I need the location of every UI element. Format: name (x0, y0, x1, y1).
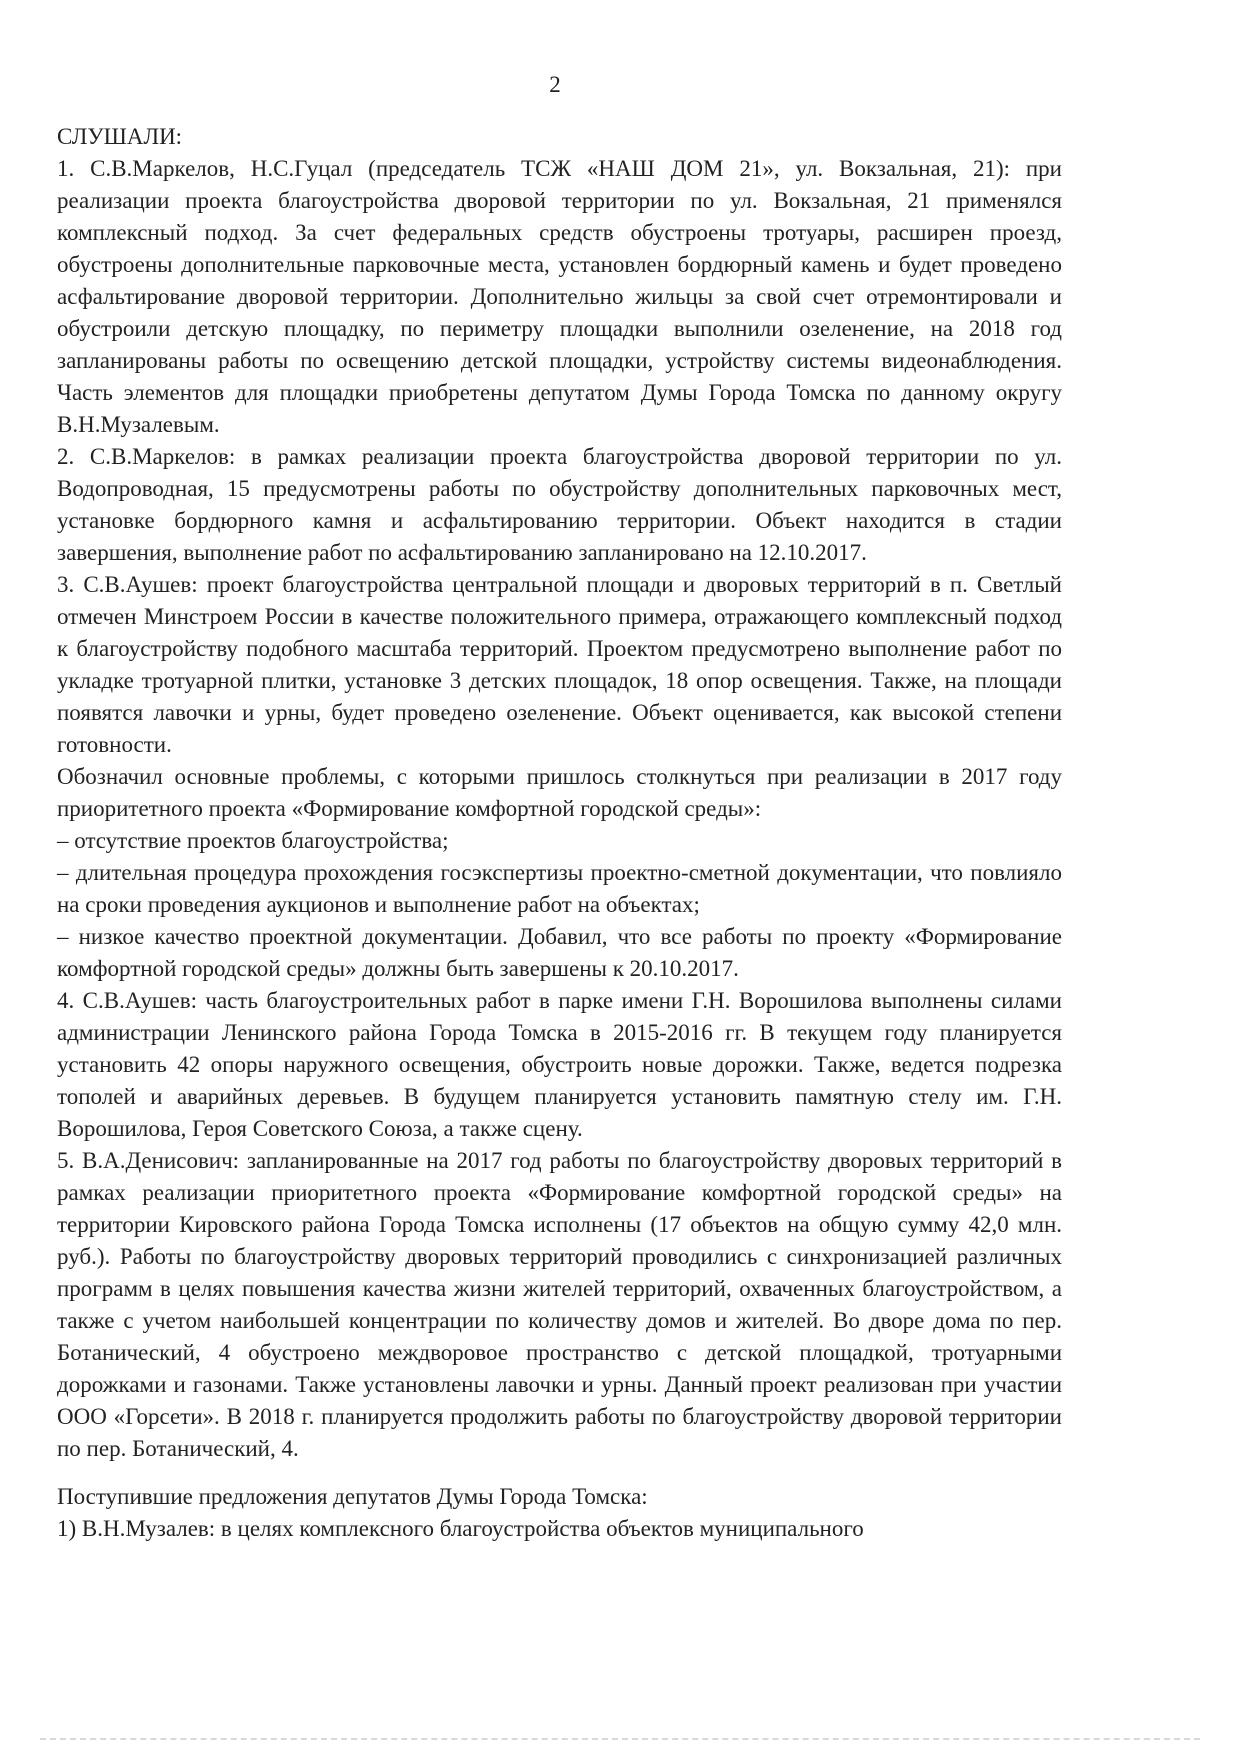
paragraph-item-1: 1. С.В.Маркелов, Н.С.Гуцал (председатель ТСЖ «НАШ ДОМ 21», ул. Вокзальная, 21): при реализации проекта благоустройства дворовой территории по ул. Вокзальная, 21 применялся комплексный подход. За счет федеральных средств обустроены тротуары, расширен проезд, обустроены дополнительные парковочные места, установлен бордюрный камень и будет проведено асфальтирование дворовой территории. Дополнительно жильцы за свой счет отремонтировали и обустроили детскую площадку, по периметру площадки выполнили озеленение, на 2018 год запланированы работы по освещению детской площадки, устройству системы видеонаблюдения. Часть элементов для площадки приобретены депутатом Думы Города Томска по данному округу В.Н.Музалевым. (57, 156, 1062, 437)
paragraph-item-2: 2. С.В.Маркелов: в рамках реализации проекта благоустройства дворовой территории по ул. Водопроводная, 15 предусмотрены работы по обустройству дополнительных парковочных мест, установке бордюрного камня и асфальтированию территории. Объект находится в стадии завершения, выполнение работ по асфальтированию запланировано на 12.10.2017. (57, 444, 1062, 565)
footer-divider (40, 1738, 1200, 1740)
page-number: 2 (549, 72, 561, 97)
paragraph-item-5: 5. В.А.Денисович: запланированные на 2017 год работы по благоустройству дворовых территорий в рамках реализации приоритетного проекта «Формирование комфортной городской среды» на территории Кировского района Города Томска исполнены (17 объектов на общую сумму 42,0 млн. руб.). Работы по благоустройству дворовых территорий проводились с синхронизацией различных программ в целях повышения качества жизни жителей территорий, охваченных благоустройством, а также с учетом наибольшей концентрации по количеству домов и жителей. Во дворе дома по пер. Ботанический, 4 обустроено междворовое пространство с детской площадкой, тротуарными дорожками и газонами. Также установлены лавочки и урны. Данный проект реализован при участии ООО «Горсети». В 2018 г. планируется продолжить работы по благоустройству дворовой территории по пер. Ботанический, 4. (57, 1148, 1062, 1461)
document-body (57, 121, 1062, 1545)
paragraph-item-4: 4. С.В.Аушев: часть благоустроительных работ в парке имени Г.Н. Ворошилова выполнены силами администрации Ленинского района Города Томска в 2015-2016 гг. В текущем году планируется установить 42 опоры наружного освещения, обустроить новые дорожки. Также, ведется подрезка тополей и аварийных деревьев. В будущем планируется установить памятную стелу им. Г.Н. Ворошилова, Героя Советского Союза, а также сцену. (57, 988, 1062, 1141)
paragraph-problems-intro: Обозначил основные проблемы, с которыми пришлось столкнуться при реализации в 2017 году приоритетного проекта «Формирование комфортной городской среды»: (57, 764, 1062, 821)
paragraph-item-3: 3. С.В.Аушев: проект благоустройства центральной площади и дворовых территорий в п. Светлый отмечен Минстроем России в качестве положительного примера, отражающего комплексный подход к благоустройству подобного масштаба территорий. Проектом предусмотрено выполнение работ по укладке тротуарной плитки, установке 3 детских площадок, 18 опор освещения. Также, на площади появятся лавочки и урны, будет проведено озеленение. Объект оценивается, как высокой степени готовности. (57, 572, 1062, 757)
bullet-long-expertise: – длительная процедура прохождения госэкспертизы проектно-сметной документации, что повлияло на сроки проведения аукционов и выполнение работ на объектах; (57, 860, 1062, 917)
spacer (57, 1465, 1062, 1481)
bullet-low-quality-docs: – низкое качество проектной документации. Добавил, что все работы по проекту «Формирование комфортной городской среды» должны быть завершены к 20.10.2017. (57, 924, 1062, 981)
heading-heard: СЛУШАЛИ: (57, 124, 183, 149)
proposals-heading: Поступившие предложения депутатов Думы Города Томска: (57, 1484, 648, 1509)
bullet-no-projects: – отсутствие проектов благоустройства; (57, 828, 449, 853)
proposal-item-1: 1) В.Н.Музалев: в целях комплексного благоустройства объектов муниципального (57, 1516, 864, 1541)
